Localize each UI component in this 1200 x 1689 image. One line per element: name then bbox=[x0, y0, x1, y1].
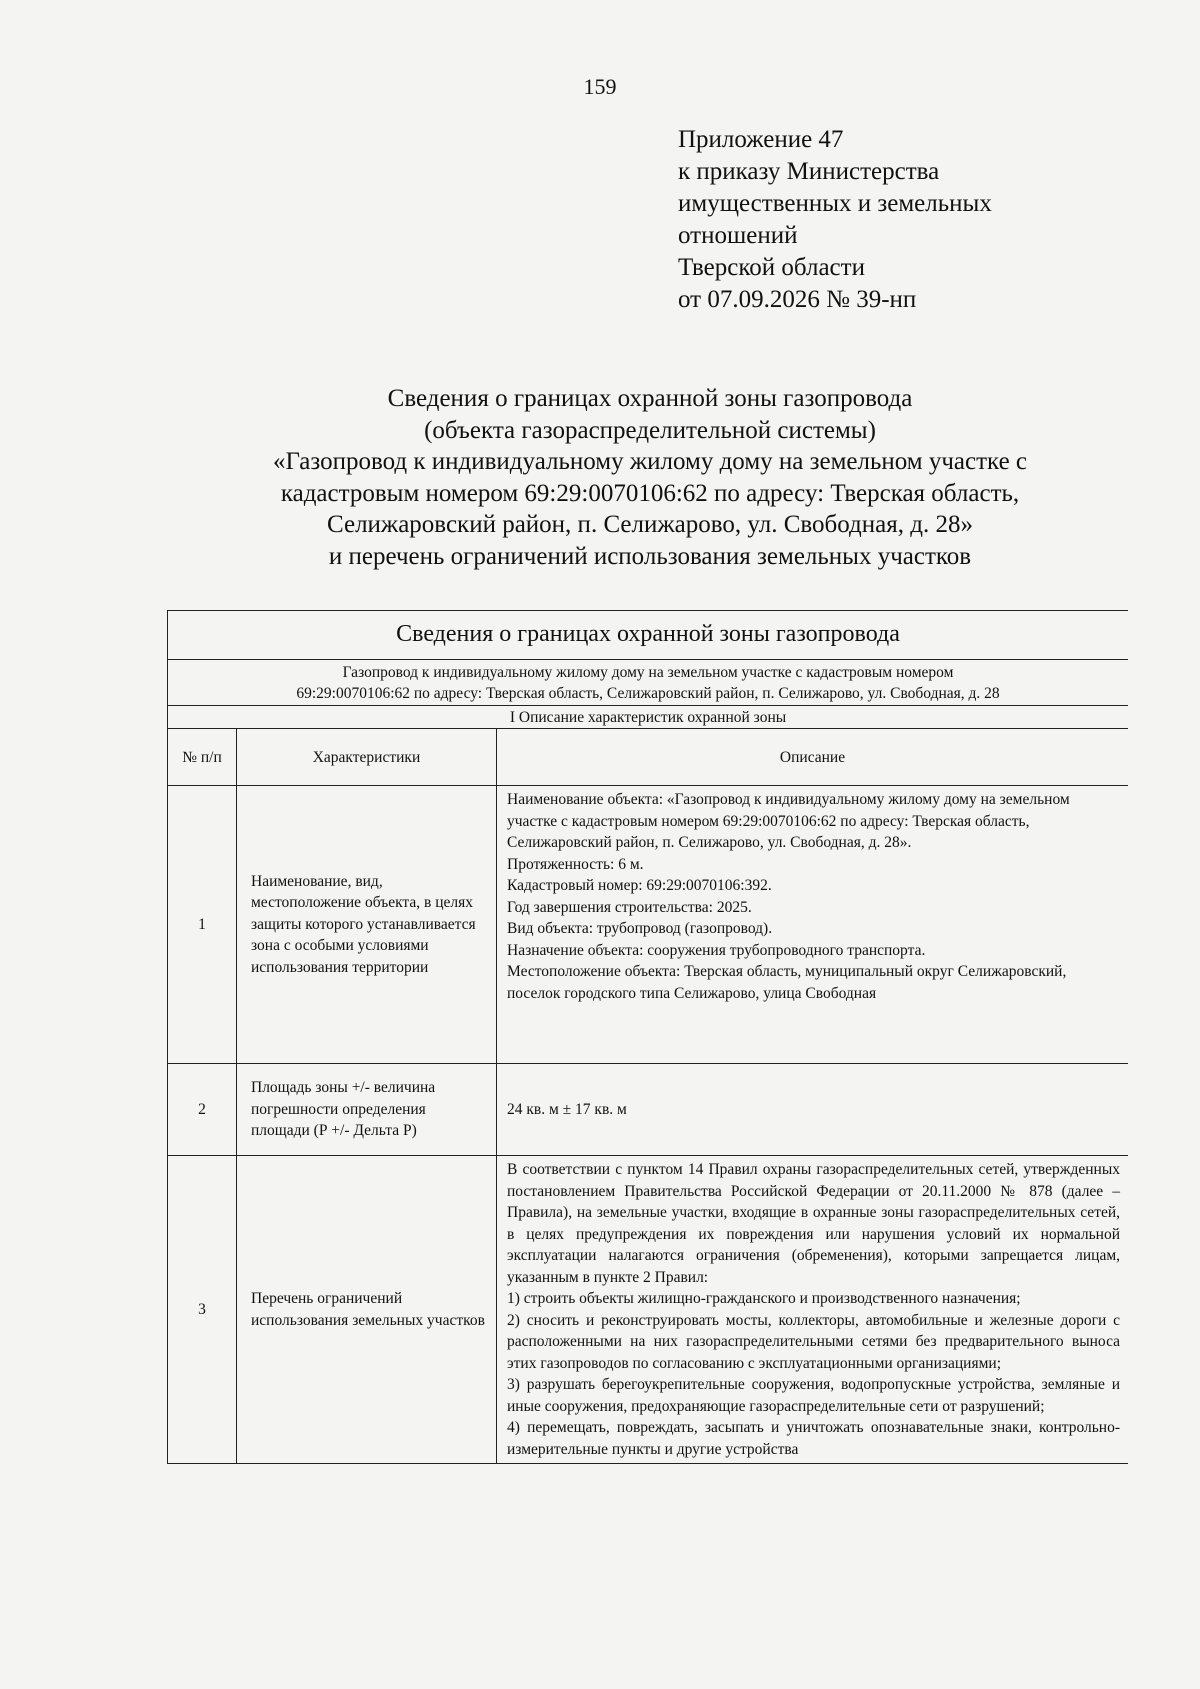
zone-table bbox=[167, 610, 1128, 1464]
appendix-line: отношений bbox=[678, 222, 798, 249]
document-title bbox=[120, 383, 1180, 572]
object-line: Газопровод к индивидуальному жилому дому на земельном участке с кадастровым номером bbox=[342, 663, 954, 681]
page-number: 159 bbox=[583, 74, 617, 99]
title-line: и перечень ограничений использования земельных участков bbox=[328, 542, 972, 570]
title-line: Селижаровский район, п. Селижарово, ул. Свободная, д. 28» bbox=[327, 511, 973, 538]
row-characteristic: Перечень ограничений использования земельных участков bbox=[237, 1156, 497, 1464]
description-line: Год завершения строительства: 2025. bbox=[507, 898, 752, 916]
appendix-line: Приложение 47 bbox=[678, 126, 844, 153]
header-description: Описание bbox=[497, 729, 1129, 786]
table-row bbox=[168, 1156, 1129, 1464]
description-line: 1) строить объекты жилищно-гражданского и производственного назначения; bbox=[507, 1290, 1021, 1307]
appendix-line: к приказу Министерства bbox=[678, 158, 940, 185]
description-line: Назначение объекта: сооружения трубопроводного транспорта. bbox=[507, 941, 926, 959]
title-line: (объекта газораспределительной системы) bbox=[424, 416, 876, 444]
description-line: Кадастровый номер: 69:29:0070106:392. bbox=[507, 877, 772, 894]
title-line: «Газопровод к индивидуальному жилому дому на земельном участке с bbox=[272, 448, 1028, 475]
header-characteristics: Характеристики bbox=[237, 729, 497, 786]
title-line: Сведения о границах охранной зоны газопровода bbox=[387, 385, 913, 412]
appendix-line: имущественных и земельных bbox=[678, 190, 992, 217]
description-line: Протяженность: 6 м. bbox=[507, 855, 644, 873]
table-main-title: Сведения о границах охранной зоны газопровода bbox=[168, 611, 1129, 660]
table-object-name bbox=[168, 660, 1129, 706]
description-line: Вид объекта: трубопровод (газопровод). bbox=[507, 920, 773, 937]
description-line: В соответствии с пунктом 14 Правил охраны газораспределительных сетей, утвержденных постановлением Правительства Российской Федерации от 20.11.2000 № 878 (далее – Правила), на земельные участки, входящие в охранные зоны газораспределительных сетей, в целях предупреждения их повреждения или нарушения условий их нормальной эксплуатации налагаются ограничения (обременения), которыми запрещается лицам, указанным в пункте 2 Правил: bbox=[507, 1161, 1121, 1286]
description-line: 2) сносить и реконструировать мосты, коллекторы, автомобильные и железные дороги с расположенными на них газораспределительными сетями без предварительного выноса этих газопроводов по согласованию с эксплуатационными организациями; bbox=[507, 1311, 1121, 1372]
row-characteristic: Площадь зоны +/- величина погрешности определения площади (Р +/- Дельта Р) bbox=[237, 1064, 497, 1156]
description-line: 3) разрушать берегоукрепительные сооружения, водопропускные устройства, земляные и иные сооружения, предохраняющие газораспределительные сети от разрушений; bbox=[507, 1376, 1121, 1415]
row-number: 1 bbox=[168, 786, 237, 1064]
appendix-line: Тверской области bbox=[678, 254, 865, 281]
row-characteristic: Наименование, вид, местоположение объекта, в целях защиты которого устанавливается зона с особыми условиями использования территории bbox=[237, 786, 497, 1064]
appendix-line: от 07.09.2026 № 39-нп bbox=[678, 286, 917, 313]
table-section-title: I Описание характеристик охранной зоны bbox=[168, 706, 1129, 729]
row-number: 3 bbox=[168, 1156, 237, 1464]
row-description bbox=[497, 786, 1129, 1064]
description-line: 24 кв. м ± 17 кв. м bbox=[507, 1100, 627, 1118]
table-row bbox=[168, 786, 1129, 1064]
title-line: кадастровым номером 69:29:0070106:62 по адресу: Тверская область, bbox=[280, 479, 1020, 507]
row-description bbox=[497, 1156, 1129, 1464]
zone-table-container bbox=[167, 610, 1128, 1574]
header-num: № п/п bbox=[168, 729, 237, 786]
appendix-block bbox=[678, 124, 992, 316]
description-line: Местоположение объекта: Тверская область, муниципальный округ Селижаровский, поселок городского типа Селижарово, улица Свободная bbox=[507, 963, 1067, 1002]
row-number: 2 bbox=[168, 1064, 237, 1156]
description-line: Наименование объекта: «Газопровод к индивидуальному жилому дому на земельном участке с кадастровым номером 69:29:0070106:62 по адресу: Тверская область, Селижаровский район, п. Селижарово, ул. Свободная, д. 28». bbox=[507, 791, 1070, 851]
row-description bbox=[497, 1064, 1129, 1156]
table-row bbox=[168, 1064, 1129, 1156]
description-line: 4) перемещать, повреждать, засыпать и уничтожать опознавательные знаки, контрольно-измерительные пункты и другие устройства bbox=[507, 1419, 1121, 1458]
object-line: 69:29:0070106:62 по адресу: Тверская область, Селижаровский район, п. Селижарово, ул. Свободная, д. 28 bbox=[296, 684, 1000, 702]
